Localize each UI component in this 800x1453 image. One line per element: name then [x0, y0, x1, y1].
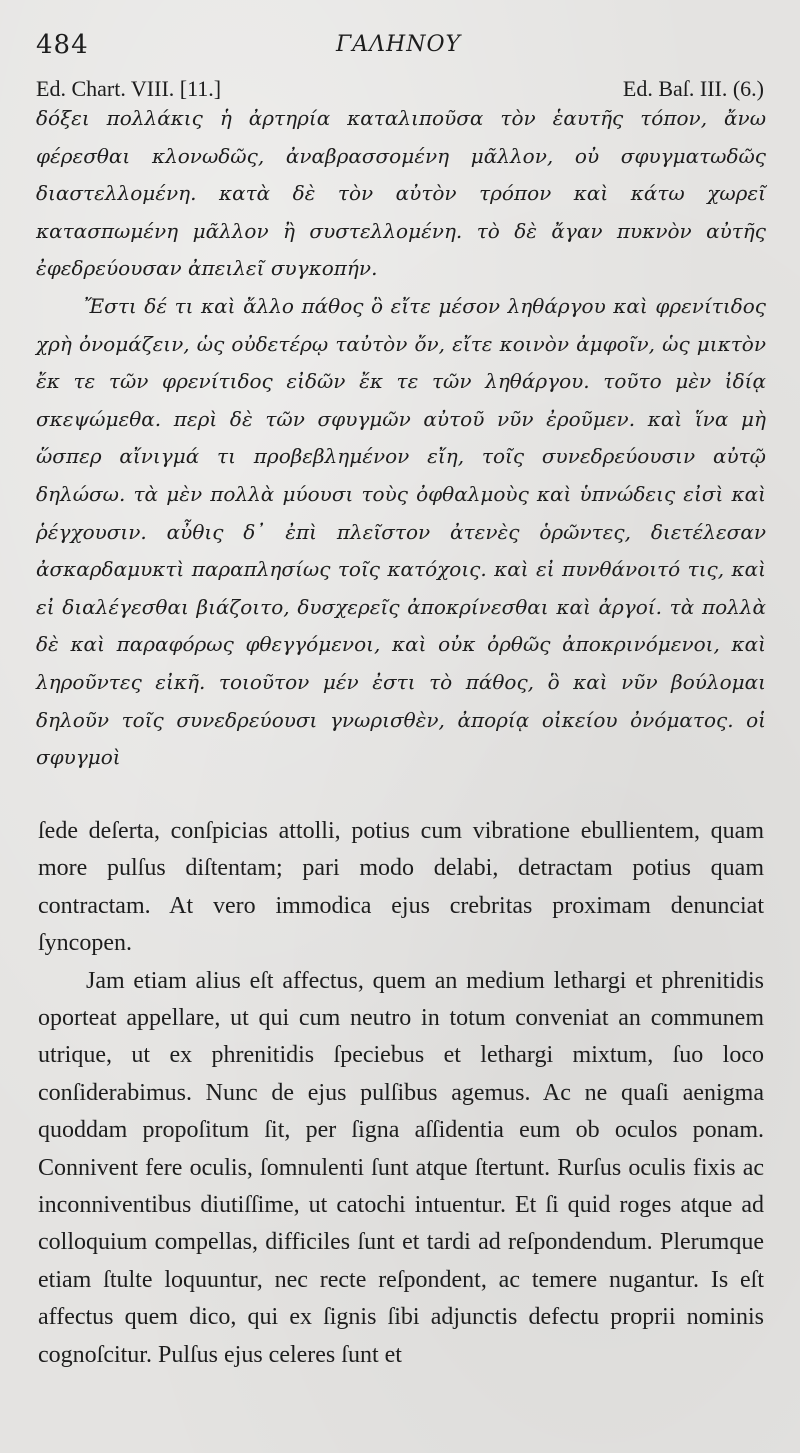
greek-paragraph-1: δόξει πολλάκις ἡ ἀρτηρία καταλιποῦσα τὸν ἑαυτῆς τόπον, ἄνω φέρεσθαι κλονωδῶς, ἀναβρασσομένη μᾶλλον, οὐ σφυγματωδῶς διαστελλομένη. κατὰ δὲ τὸν αὐτὸν τρόπον καὶ κάτω χωρεῖ κατασπωμένη μᾶλλον ἢ συστελλομένη. τὸ δὲ ἄγαν πυκνὸν αὐτῆς ἐφεδρεύουσαν ἀπειλεῖ συγκοπήν.	[36, 106, 766, 281]
greek-text-block	[36, 100, 766, 777]
greek-paragraph-2: Ἔστι δέ τι καὶ ἄλλο πάθος ὃ εἴτε μέσον ληθάργου καὶ φρενίτιδος χρὴ ὀνομάζειν, ὡς οὐδετέρῳ ταὐτὸν ὄν, εἴτε κοινὸν ἀμφοῖν, ὡς μικτὸν ἔκ τε τῶν φρενίτιδος εἰδῶν ἔκ τε τῶν ληθάργου. τοῦτο μὲν ἰδίᾳ σκεψώμεθα. περὶ δὲ τῶν σφυγμῶν αὐτοῦ νῦν ἐροῦμεν. καὶ ἵνα μὴ ὥσπερ αἴνιγμά τι προβεβλημένον εἴη, τοῖς συνεδρεύουσιν αὐτῷ δηλώσω. τὰ μὲν πολλὰ μύουσι τοὺς ὀφθαλμοὺς καὶ ὑπνώδεις εἰσὶ καὶ ῥέγχουσιν. αὖθις δ᾽ ἐπὶ πλεῖστον ἀτενὲς ὁρῶντες, διετέλεσαν ἀσκαρδαμυκτὶ παραπλησίως τοῖς κατόχοις. καὶ εἰ πυνθάνοιτό τις, καὶ εἰ διαλέγεσθαι βιάζοιτο, δυσχερεῖς ἀποκρίνεσθαι καὶ ἀργοί. τὰ πολλὰ δὲ καὶ παραφόρως φθεγγόμενοι, καὶ οὐκ ὀρθῶς ἀποκρινόμενοι, καὶ ληροῦντες εἰκῆ. τοιοῦτον μέν ἐστι τὸ πάθος, ὃ καὶ νῦν βούλομαι δηλοῦν τοῖς συνεδρεύουσι γνωρισθὲν, ἀπορίᾳ οἰκείου ὀνόματος. οἱ σφυγμοὶ	[36, 293, 766, 770]
edition-basel-reference: Ed. Baſ. III. (6.)	[622, 76, 764, 101]
latin-text-block	[38, 813, 764, 1374]
latin-paragraph-1: ſede deſerta, conſpicias attolli, potius cum vibratione ebullientem, quam more pulſus diſtentam; pari modo delabi, detractam potius quam contractam. At vero immodica ejus crebritas proximam denunciat ſyncopen.	[38, 818, 764, 957]
edition-chartier-reference: Ed. Chart. VIII. [11.]	[36, 76, 222, 101]
page-number: 484	[36, 30, 89, 60]
running-title: ΓΑΛΗΝΟΥ	[336, 32, 462, 57]
latin-paragraph-2: Jam etiam alius eſt affectus, quem an medium lethargi et phrenitidis oporteat appellare, ut qui cum neutro in totum conveniat an communem utrique, ut ex phrenitidis ſpeciebus et lethargi mixtum, ſuo loco conſiderabimus. Nunc de ejus pulſibus agemus. Ac ne quaſi aenigma quoddam propoſitum ſit, per ſigna aſſidentia eum ob oculos ponam. Connivent fere oculis, ſomnulenti ſunt atque ſtertunt. Rurſus oculis fixis ac inconniventibus diutiſſime, ut catochi intuentur. Et ſi quid roges atque ad colloquium compellas, difficiles ſunt et tardi ad reſpondendum. Plerumque etiam ſtulte loquuntur, nec recte reſpondent, ac temere nugantur. Is eſt affectus quem dico, qui ex ſignis ſibi adjunctis defectu proprii nominis cognoſcitur. Pulſus ejus celeres ſunt et	[38, 967, 764, 1368]
page-header	[36, 30, 766, 64]
